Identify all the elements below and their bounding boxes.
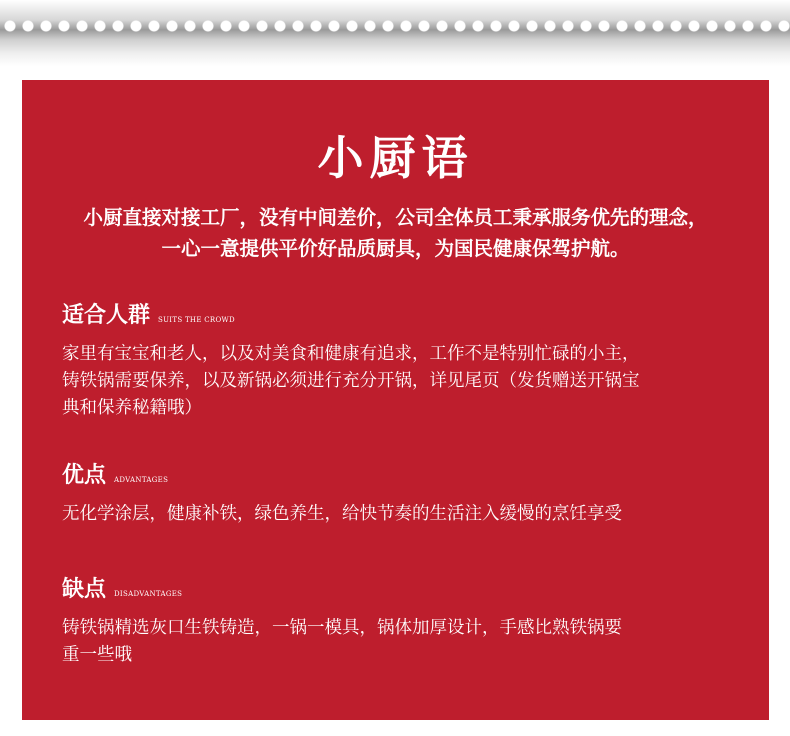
section-header — [62, 298, 742, 329]
section-body — [62, 341, 742, 422]
body-line: 无化学涂层，健康补铁，绿色养生，给快节奏的生活注入缓慢的烹饪享受 — [62, 504, 622, 524]
section-body — [62, 501, 742, 528]
body-line: 铸铁锅精选灰口生铁铸造，一锅一模具，锅体加厚设计，手感比熟铁锅要 — [62, 618, 622, 638]
section-title: 缺点 — [62, 576, 107, 602]
section-subtitle: DISADVANTAGES — [114, 590, 183, 598]
page-title: 小厨语 — [317, 131, 474, 185]
section-advantages — [62, 458, 742, 528]
section-header — [62, 572, 742, 603]
body-line: 铸铁锅需要保养，以及新锅必须进行充分开锅，详见尾页（发货赠送开锅宝 — [62, 371, 640, 391]
section-subtitle: SUITS THE CROWD — [158, 316, 235, 324]
section-subtitle: ADVANTAGES — [114, 476, 169, 484]
section-title: 适合人群 — [62, 302, 151, 328]
intro-text — [22, 202, 769, 264]
body-line: 典和保养秘籍哦） — [62, 398, 202, 418]
section-disadvantages — [62, 572, 742, 669]
section-header — [62, 458, 742, 489]
decorative-border-strip — [0, 0, 790, 66]
intro-line: 小厨直接对接工厂，没有中间差价，公司全体员工秉承服务优先的理念， — [83, 206, 708, 229]
section-body — [62, 615, 742, 669]
section-suits-the-crowd — [62, 298, 742, 422]
section-title: 优点 — [62, 462, 107, 488]
body-line: 家里有宝宝和老人，以及对美食和健康有追求，工作不是特别忙碌的小主， — [62, 344, 640, 364]
intro-line: 一心一意提供平价好品质厨具，为国民健康保驾护航。 — [161, 237, 630, 260]
body-line: 重一些哦 — [62, 645, 132, 665]
red-info-panel — [22, 80, 769, 720]
